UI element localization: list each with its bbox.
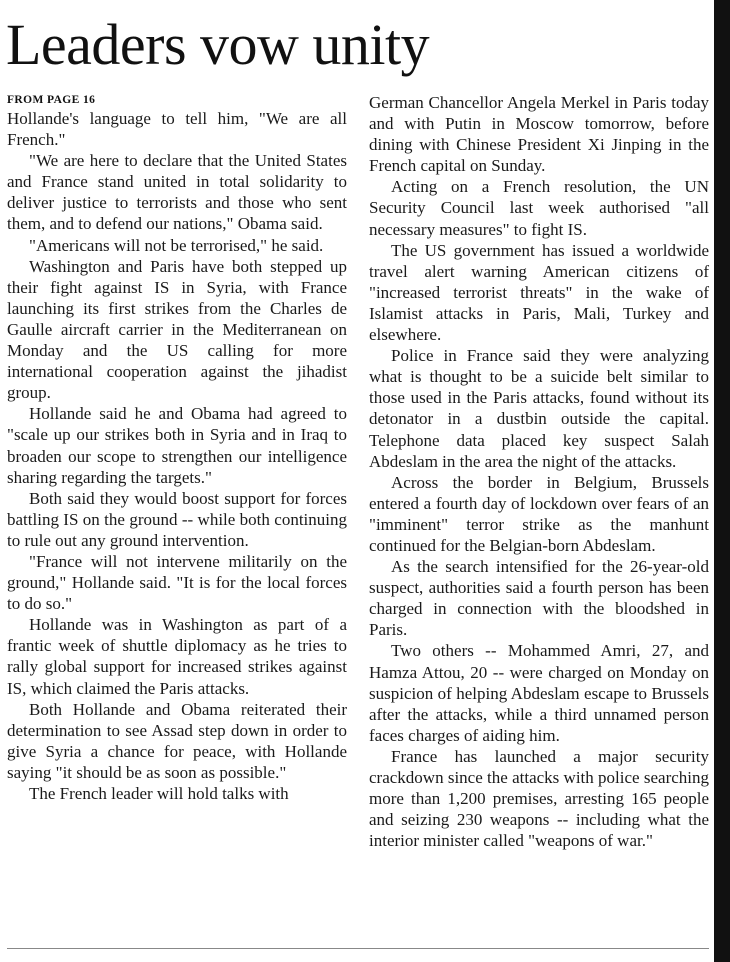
paragraph: Washington and Paris have both stepped up their fight against IS in Syria, with France launching its first strikes from the Charles de Gaulle aircraft carrier in the Mediterranean on Monday and the US calling for more international cooperation against the jihadist group. bbox=[7, 256, 347, 403]
continued-from-label: FROM PAGE 16 bbox=[7, 94, 96, 106]
right-column bbox=[369, 92, 709, 851]
paragraph: The French leader will hold talks with bbox=[29, 784, 289, 803]
bottom-rule bbox=[7, 948, 709, 949]
paragraph: Police in France said they were analyzing what is thought to be a suicide belt similar to those used in the Paris attacks, found without its detonator in a dustbin outside the capital. Telephone data placed key suspect Salah Abdeslam in the area the night of the attacks. bbox=[369, 346, 709, 471]
headline: Leaders vow unity bbox=[6, 12, 430, 77]
paragraph: Hollande was in Washington as part of a frantic week of shuttle diplomacy as he tries to rally global support for increased strikes against IS, which claimed the Paris attacks. bbox=[7, 615, 347, 698]
paragraph: As the search intensified for the 26-year-old suspect, authorities said a fourth person has been charged in connection with the bloodshed in Paris. bbox=[369, 557, 709, 640]
paragraph: Across the border in Belgium, Brussels entered a fourth day of lockdown over fears of an "imminent" terror strike as the manhunt continued for the Belgian-born Abdeslam. bbox=[369, 472, 709, 555]
article-body bbox=[7, 92, 709, 851]
paragraph: Hollande said he and Obama had agreed to "scale up our strikes both in Syria and in Iraq to broaden our scope to strengthen our intelligence sharing regarding the targets." bbox=[7, 404, 347, 487]
left-column bbox=[7, 92, 347, 851]
paragraph: German Chancellor Angela Merkel in Paris today and with Putin in Moscow tomorrow, before dining with Chinese President Xi Jinping in the French capital on Sunday. bbox=[369, 93, 709, 176]
paragraph: Hollande's language to tell him, "We are all French." bbox=[7, 109, 347, 150]
paragraph: "We are here to declare that the United States and France stand united in total solidarity to deliver justice to terrorists and those who sent them, and to defend our nations," Obama said. bbox=[7, 151, 347, 234]
paragraph: The US government has issued a worldwide travel alert warning American citizens of "increased terrorist threats" in the wake of Islamist attacks in Paris, Mali, Turkey and elsewhere. bbox=[369, 240, 709, 345]
paragraph: France has launched a major security crackdown since the attacks with police searching more than 1,200 premises, arresting 165 people and seizing 230 weapons -- including what the interior minister called "weapons of war." bbox=[369, 746, 709, 851]
paragraph: Two others -- Mohammed Amri, 27, and Hamza Attou, 20 -- were charged on Monday on suspicion of helping Abdeslam escape to Brussels after the attacks, while a third unnamed person faces charges of aiding him. bbox=[369, 641, 709, 745]
paragraph: "Americans will not be terrorised," he said. bbox=[29, 235, 324, 255]
paragraph: "France will not intervene militarily on the ground," Hollande said. "It is for the local forces to do so." bbox=[7, 551, 347, 614]
page-edge-bar bbox=[714, 0, 730, 962]
paragraph: Acting on a French resolution, the UN Security Council last week authorised "all necessary measures" to fight IS. bbox=[369, 177, 709, 239]
paragraph: Both Hollande and Obama reiterated their determination to see Assad step down in order to give Syria a chance for peace, with Hollande saying "it should be as soon as possible." bbox=[7, 699, 347, 782]
paragraph: Both said they would boost support for forces battling IS on the ground -- while both continuing to rule out any ground intervention. bbox=[7, 488, 347, 550]
